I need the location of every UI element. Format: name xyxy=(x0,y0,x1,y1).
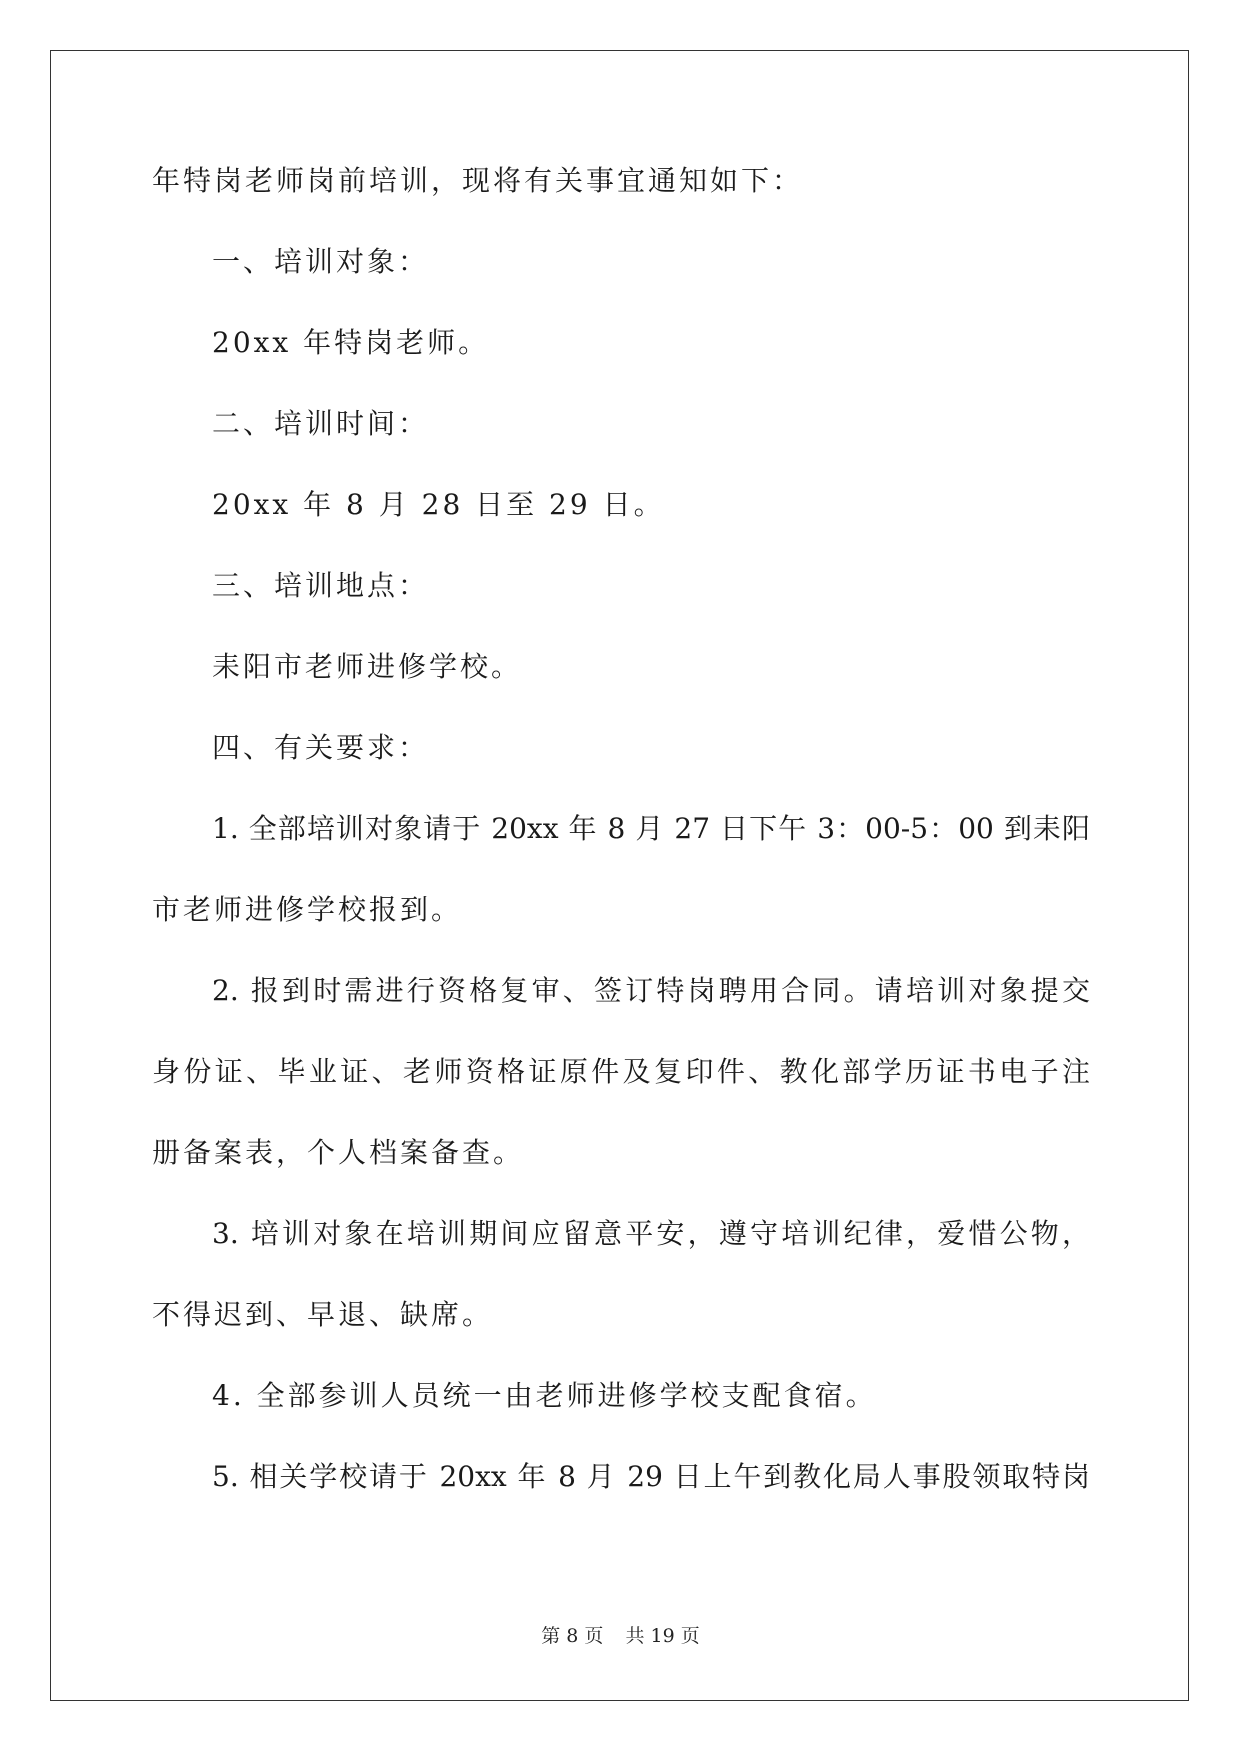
text-line: 市老师进修学校报到。 xyxy=(152,893,463,926)
text-line: 四、有关要求： xyxy=(212,731,430,764)
text-line: 身份证、毕业证、老师资格证原件及复印件、教化部学历证书电子注 xyxy=(152,1055,1090,1088)
page-total: 共 19 页 xyxy=(625,1625,700,1647)
text-line: 三、培训地点： xyxy=(212,569,430,602)
text-line: 年特岗老师岗前培训，现将有关事宜通知如下： xyxy=(152,164,804,197)
text-line: 3. 培训对象在培训期间应留意平安，遵守培训纪律，爱惜公物， xyxy=(212,1217,1090,1250)
text-line: 4. 全部参训人员统一由老师进修学校支配食宿。 xyxy=(212,1379,877,1412)
document-body xyxy=(152,162,1090,1539)
text-line: 1. 全部培训对象请于 20xx 年 8 月 27 日下午 3：00-5：00 到耒阳 xyxy=(212,812,1090,845)
text-line: 20xx 年 8 月 28 日至 29 日。 xyxy=(212,488,665,521)
text-line: 不得迟到、早退、缺席。 xyxy=(152,1298,494,1331)
text-line: 5. 相关学校请于 20xx 年 8 月 29 日上午到教化局人事股领取特岗 xyxy=(212,1460,1090,1493)
text-line: 册备案表，个人档案备查。 xyxy=(152,1136,525,1169)
text-line: 耒阳市老师进修学校。 xyxy=(212,650,523,683)
text-line: 2. 报到时需进行资格复审、签订特岗聘用合同。请培训对象提交 xyxy=(212,974,1090,1007)
text-line: 一、培训对象： xyxy=(212,245,430,278)
page-footer xyxy=(0,1624,1241,1648)
text-line: 二、培训时间： xyxy=(212,407,430,440)
text-line: 20xx 年特岗老师。 xyxy=(212,326,490,359)
page-number: 第 8 页 xyxy=(541,1625,604,1647)
